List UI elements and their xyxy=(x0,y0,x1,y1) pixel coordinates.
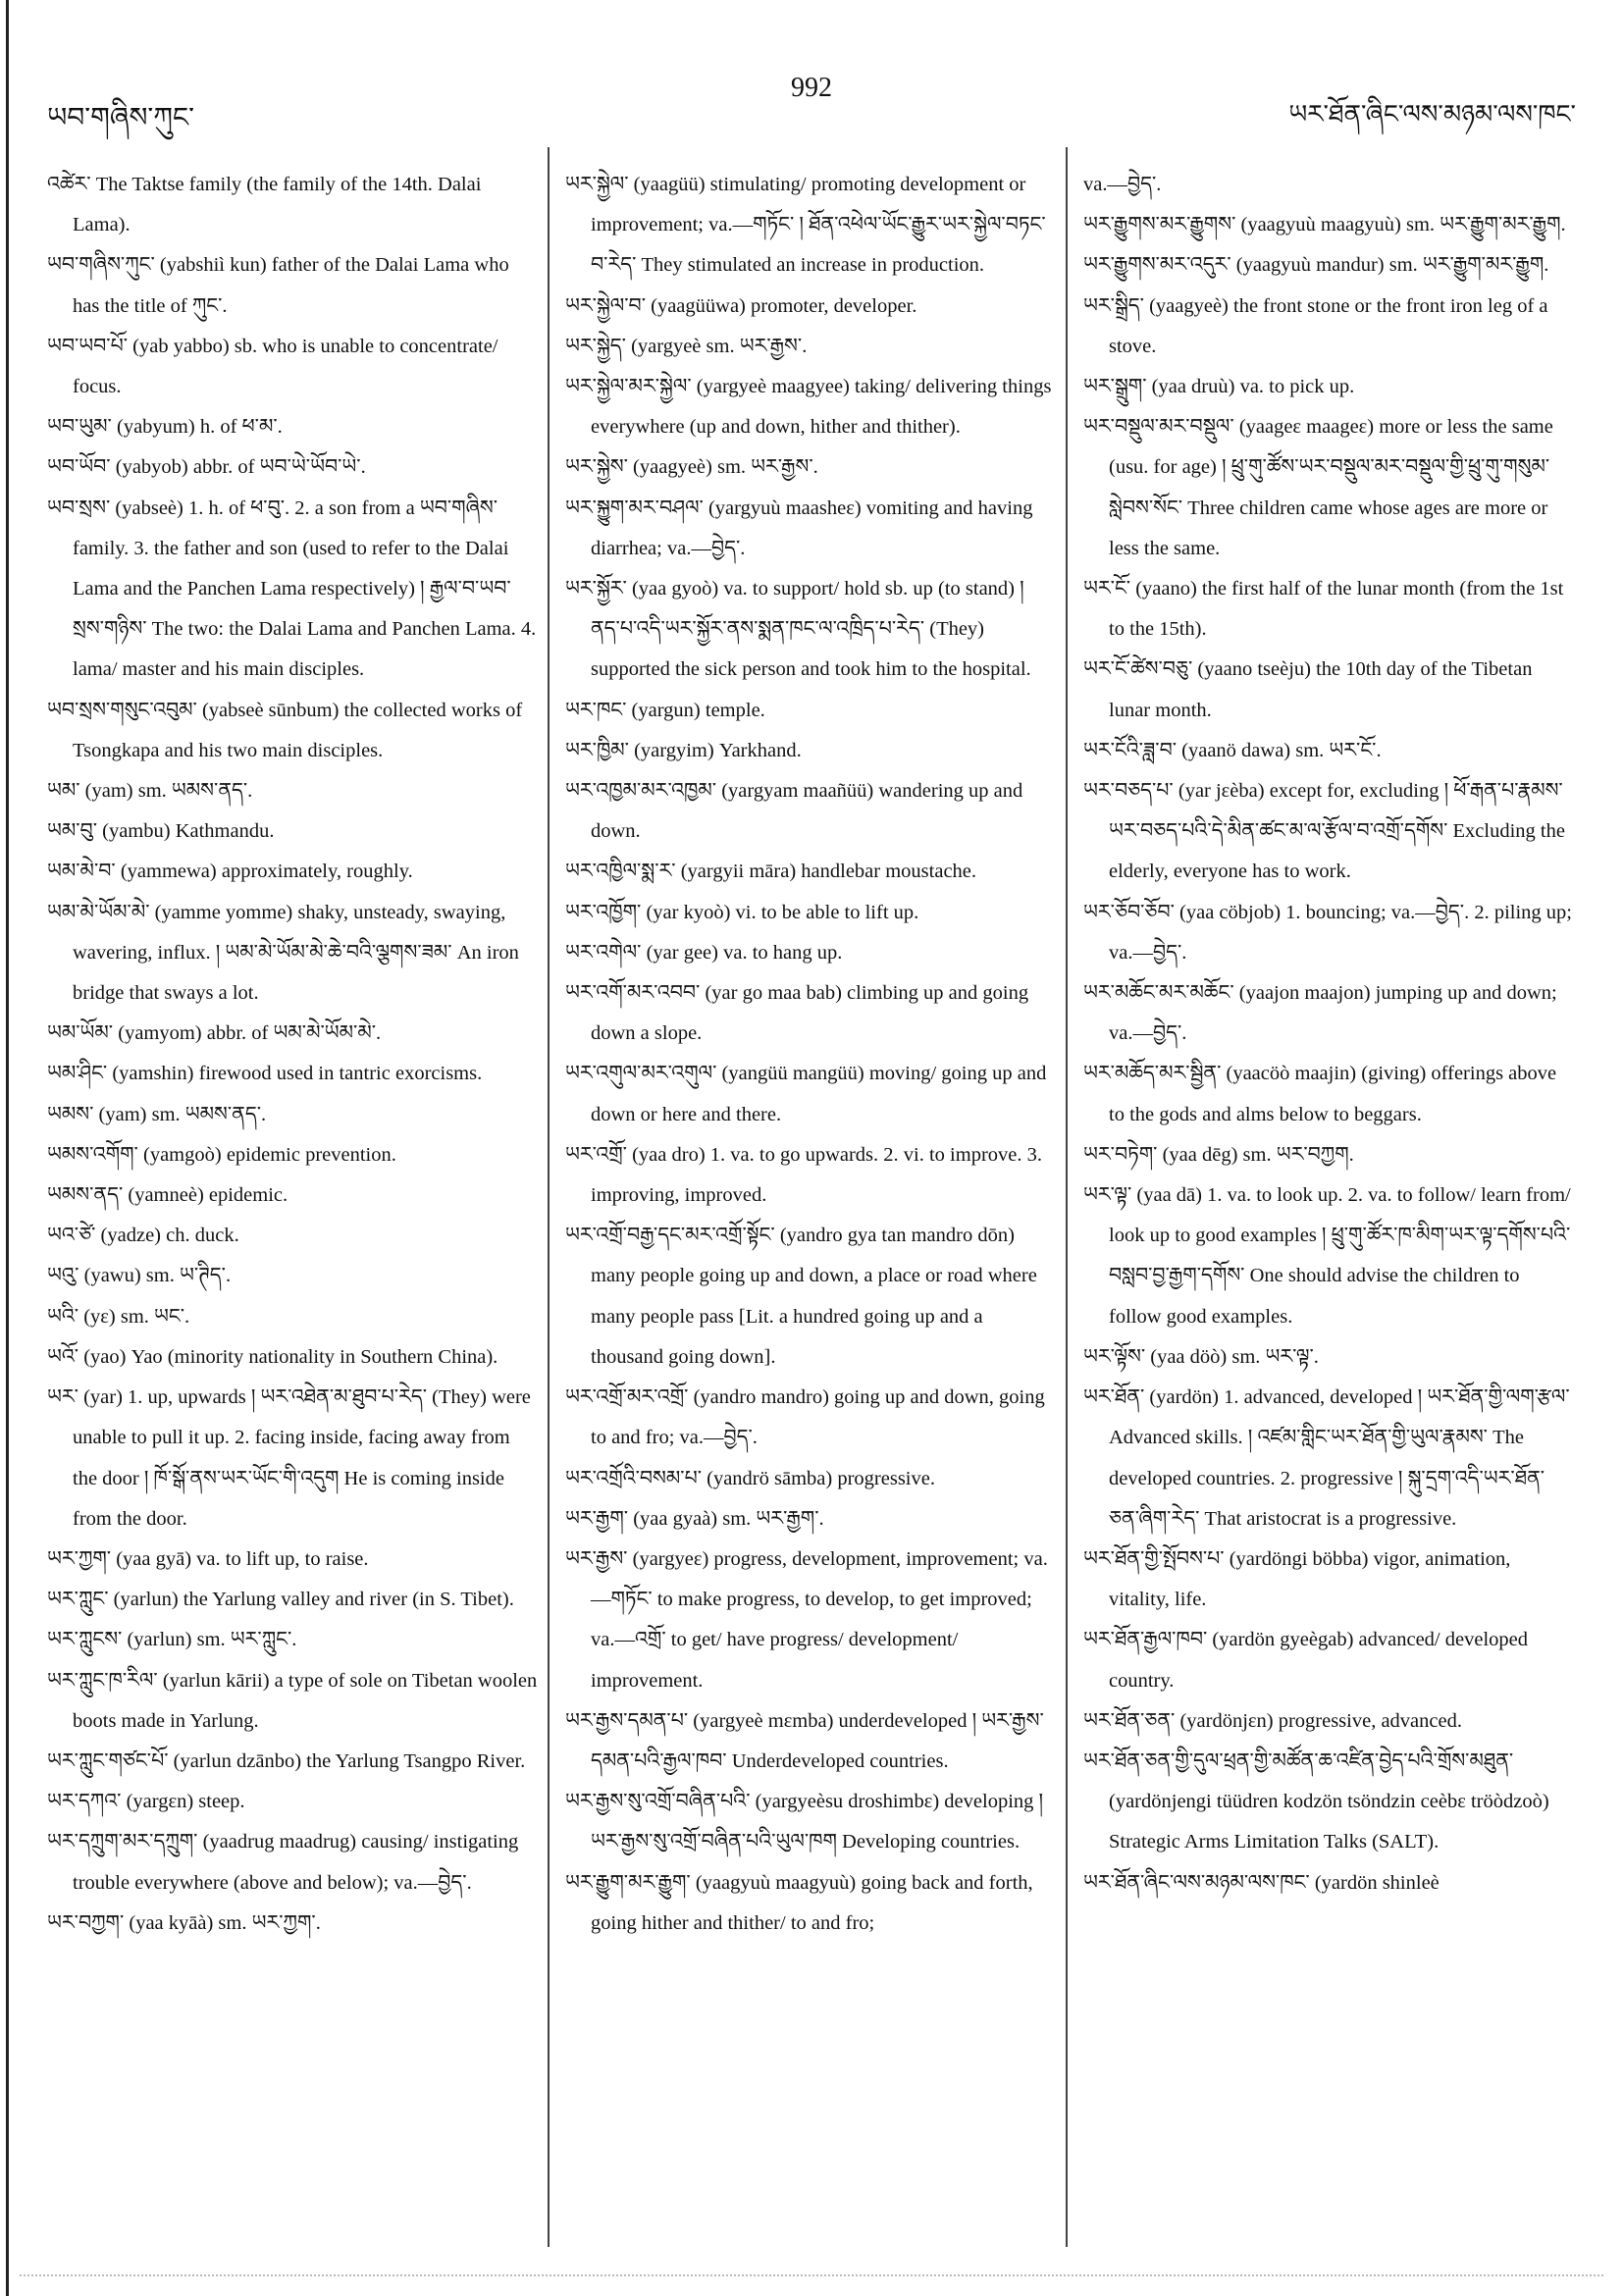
dictionary-entry: ཡར་ཐོན་གྱི་སྤོབས་པ་ (yardöngi böbba) vigor, animation, vitality, life. xyxy=(1083,1547,1511,1611)
column-2 xyxy=(565,165,1056,1944)
dictionary-entry: ཡར་བཅད་པ་ (yar jεèba) except for, excluding ། ཕོ་རྒན་པ་རྣམས་ཡར་བཅད་པའི་དེ་མིན་ཚང་མ་ལ་རྩོལ་བ་འགྲོ་དགོས་ Excluding the elderly, everyone has to work. xyxy=(1083,780,1565,883)
dictionary-entry: ཡར་ཐོན་རྒྱལ་ཁབ་ (yardön gyeègab) advanced/ developed country. xyxy=(1083,1629,1528,1692)
dictionary-entry: ཡབ་སྲས་ (yabseè) 1. h. of ཕ་བུ་. 2. a son from a ཡབ་གཞིས་ family. 3. the father and son (used to refer to the Dalai Lama and the Panchen Lama respectively) ། རྒྱལ་བ་ཡབ་སྲས་གཉིས་ The two: the Dalai Lama and Panchen Lama. 4. lama/ master and his main disciples. xyxy=(47,496,537,681)
dictionary-entry: ཡར་ཐོན་ཅན་གྱི་དུལ་ཕྲན་གྱི་མཚོན་ཆ་འཛིན་བྱེད་པའི་གྲོས་མཐུན་ (yardönjengi tüüdren kodzön tsöndzin ceèbε tröòdzoò) Strategic Arms Limitation Talks (SALT). xyxy=(1083,1749,1549,1853)
dictionary-entry: ཡར་ལྟོས་ (yaa döò) sm. ཡར་ལྟ་. xyxy=(1083,1345,1319,1368)
dictionary-entry: ཡམ་མེ་བ་ (yammewa) approximately, roughly. xyxy=(47,861,413,883)
dictionary-entry: ཡར་ཀླུང་ཁ་རིལ་ (yarlun kārii) a type of sole on Tibetan woolen boots made in Yarlung. xyxy=(47,1669,538,1732)
dictionary-entry: ཡར་ངོ་ཚེས་བཅུ་ (yaano tseèju) the 10th day of the Tibetan lunar month. xyxy=(1083,658,1533,721)
dictionary-entry: ཡར་བཀྱག་ (yaa kyāà) sm. ཡར་ཀྱག་. xyxy=(47,1911,321,1934)
column-3 xyxy=(1083,165,1574,1904)
dictionary-entry: ཡར་འཁྱིལ་སྨ་ར་ (yargyii māra) handlebar moustache. xyxy=(565,861,977,883)
dictionary-entry: ཡར་ཐོན་ (yardön) 1. advanced, developed ། ཡར་ཐོན་གྱི་ལག་རྩལ་ Advanced skills. ། འཛམ་གླིང་ཡར་ཐོན་གྱི་ཡུལ་རྣམས་ The developed countries. 2. progressive ། སྐུ་དྲག་འདི་ཡར་ཐོན་ཅན་ཞིག་རེད་ That aristocrat is a progressive. xyxy=(1083,1386,1570,1530)
dictionary-entry: ཡར་སྐྱེལ་ (yaagüü) stimulating/ promoting development or improvement; va.—གཏོང་ ། ཐོན་འཕེལ་ཡོང་རྒྱུར་ཡར་སྐྱེལ་བཏང་བ་རེད་ They stimulated an increase in production. xyxy=(565,174,1046,277)
binding-edge-line xyxy=(6,0,9,2296)
dictionary-entry: ཡབ་ཡུམ་ (yabyum) h. of ཕ་མ་. xyxy=(47,416,283,439)
header-right-guideword: ཡར་ཐོན་ཞིང་ལས་མཉམ་ལས་ཁང་ xyxy=(1288,100,1576,130)
dictionary-entry: ཡམས་འགོག་ (yamgoò) epidemic prevention. xyxy=(47,1143,396,1166)
dictionary-entry: ཡར་རྒྱུགས་མར་འདུར་ (yaagyuù mandur) sm. ཡར་རྒྱུག་མར་རྒྱུག. xyxy=(1083,254,1549,277)
dictionary-entry: ཡར་ཐོན་ཞིང་ལས་མཉམ་ལས་ཁང་ (yardön shinleè xyxy=(1083,1871,1440,1894)
dictionary-entry: ཡར་དཀྲུག་མར་དཀྲུག་ (yaadrug maadrug) causing/ instigating trouble everywhere (above and below); va.—བྱེད་. xyxy=(47,1831,519,1894)
dictionary-entry: ཡར་རྒྱས་དམན་པ་ (yargyeè mεmba) underdeveloped ། ཡར་རྒྱས་དམན་པའི་རྒྱལ་ཁབ་ Underdeveloped countries. xyxy=(565,1709,1044,1772)
page-number: 992 xyxy=(791,73,832,103)
dictionary-entry: ཡར་རྒྱག་ (yaa gyaà) sm. ཡར་རྒྱག་. xyxy=(565,1507,824,1530)
dictionary-entry: ཡམ་བུ་ (yambu) Kathmandu. xyxy=(47,820,275,843)
dictionary-entry: ཡར་བསྡུལ་མར་བསྡུལ་ (yaageε maageε) more or less the same (usu. for age) ། ཕྲུ་གུ་ཚོས་ཡར་བསྡུལ་མར་བསྡུལ་གྱི་ཕྲུ་གུ་གསུམ་སླེབས་སོང་ Three children came whose ages are more or less the same. xyxy=(1083,416,1553,559)
dictionary-entry: ཡར་འགྲོ་བརྒྱ་དང་མར་འགྲོ་སྟོང་ (yandro gya tan mandro dōn) many people going up and down, a place or road where many people pass [Lit. a hundred going up and a thousand going down]. xyxy=(565,1225,1037,1368)
dictionary-entry: ཡམ་ཤིང་ (yamshin) firewood used in tantric exorcisms. xyxy=(47,1063,483,1085)
dictionary-entry: ཡར་འགུལ་མར་འགུལ་ (yangüü mangüü) moving/ going up and down or here and there. xyxy=(565,1063,1047,1125)
dictionary-entry: ཡར་རྒྱས་སུ་འགྲོ་བཞིན་པའི་ (yargyeèsu droshimbε) developing ། ཡར་རྒྱས་སུ་འགྲོ་བཞིན་པའི་ཡུལ་ཁག Developing countries. xyxy=(565,1791,1044,1853)
dictionary-entry: ཡར་ཀྱག་ (yaa gyā) va. to lift up, to raise. xyxy=(47,1547,369,1570)
dictionary-entry: ཡར་འཁྱམ་མར་འཁྱམ་ (yargyam maañüü) wandering up and down. xyxy=(565,780,1023,843)
dictionary-entry: འཚེར་ The Taktse family (the family of the 14th. Dalai Lama). xyxy=(47,174,482,236)
dictionary-entry: va.—བྱེད་. xyxy=(1083,174,1162,195)
bottom-scan-edge xyxy=(20,2274,1603,2278)
dictionary-entry: ཡབ་ཡོབ་ (yabyob) abbr. of ཡབ་ཡེ་ཡོབ་ཡེ་. xyxy=(47,456,366,479)
dictionary-entry: ཡམ་ཡོམ་ (yamyom) abbr. of ཡམ་མེ་ཡོམ་མེ་. xyxy=(47,1022,382,1045)
dictionary-entry: ཡར་ངོའི་ཟླ་བ་ (yaanö dawa) sm. ཡར་ངོ་. xyxy=(1083,739,1382,761)
dictionary-entry: ཡར་སྒྲུག་ (yaa druù) va. to pick up. xyxy=(1083,376,1355,398)
dictionary-entry: ཡར་ལྟ་ (yaa dā) 1. va. to look up. 2. va. to follow/ learn from/ look up to good examples ། ཕྲུ་གུ་ཚོར་ཁ་མིག་ཡར་ལྟ་དགོས་པའི་བསླབ་བྱ་རྒྱག་དགོས་ One should advise the children to follow good examples. xyxy=(1083,1184,1571,1328)
dictionary-entry: ཡར་དཀའ་ (yargεn) steep. xyxy=(47,1791,245,1813)
dictionary-entry: ཡར་ཁྱིམ་ (yargyim) Yarkhand. xyxy=(565,739,802,761)
dictionary-entry: ཡར་འགྲོ་མར་འགྲོ་ (yandro mandro) going up and down, going to and fro; va.—བྱེད་. xyxy=(565,1386,1045,1449)
dictionary-entry: ཡར་འགྲོ་ (yaa dro) 1. va. to go upwards. 2. vi. to improve. 3. improving, improved. xyxy=(565,1143,1042,1207)
dictionary-entry: ཡར་སྐྱོར་ (yaa gyoò) va. to support/ hold sb. up (to stand) ། ནད་པ་འདི་ཡར་སྐྱོར་ནས་སྨན་ཁང་ལ་འཁྲིད་པ་རེད་ (They) supported the sick person and took him to the hospital. xyxy=(565,578,1031,681)
dictionary-entry: ཡར་འགྲོའི་བསམ་པ་ (yandrö sāmba) progressive. xyxy=(565,1467,935,1489)
dictionary-entry: ཡར་ཁང་ (yargun) temple. xyxy=(565,699,765,721)
column-1 xyxy=(47,165,538,1944)
dictionary-entry: ཡར་འགོ་མར་འབབ་ (yar go maa bab) climbing up and going down a slope. xyxy=(565,982,1029,1045)
dictionary-entry: ཡའ་ཙེ་ (yadze) ch. duck. xyxy=(47,1225,239,1247)
dictionary-entry: ཡར་ཀླུང་ (yarlun) the Yarlung valley and river (in S. Tibet). xyxy=(47,1589,514,1611)
dictionary-entry: ཡར་སྐྱེད་ (yargyeè sm. ཡར་རྒྱས་. xyxy=(565,335,808,357)
header-left-guideword: ཡབ་གཞིས་ཀུང་ xyxy=(47,101,194,133)
dictionary-entry: ཡར་རྒྱས་ (yargyeε) progress, development, improvement; va.—གཏོང་ to make progress, to develop, to get improved; va.—འགྲོ་ to get/ have progress/ development/ improvement. xyxy=(565,1547,1048,1692)
dictionary-entry: ཡམ་ (yam) sm. ཡམས་ནད་. xyxy=(47,780,253,803)
dictionary-entry: ཡར་འཁྱོག་ (yar kyoò) vi. to be able to lift up. xyxy=(565,901,919,923)
dictionary-entry: ཡར་སྒྲིད་ (yaagyeè) the front stone or the front iron leg of a stove. xyxy=(1083,294,1548,357)
dictionary-entry: ཡར་འགེལ་ (yar gee) va. to hang up. xyxy=(565,941,843,964)
dictionary-entry: ཡར་རྒྱུག་མར་རྒྱུག་ (yaagyuù maagyuù) going back and forth, going hither and thither/ to and fro; xyxy=(565,1871,1033,1934)
dictionary-entry: ཡའོ་ (yao) Yao (minority nationality in Southern China). xyxy=(47,1345,498,1368)
dictionary-entry: ཡམ་མེ་ཡོམ་མེ་ (yamme yomme) shaky, unsteady, swaying, wavering, influx. ། ཡམ་མེ་ཡོམ་མེ་ཆེ་བའི་ལྕགས་ཟམ་ An iron bridge that sways a lot. xyxy=(47,901,519,1005)
dictionary-entry: ཡར་སྐྱུག་མར་བཤལ་ (yargyuù maasheε) vomiting and having diarrhea; va.—བྱེད་. xyxy=(565,496,1033,559)
dictionary-entry: ཡབ་གཞིས་ཀུང་ (yabshiì kun) father of the Dalai Lama who has the title of ཀུང་. xyxy=(47,254,509,317)
dictionary-entry: ཡར་ (yar) 1. up, upwards ། ཡར་འཐེན་མ་ཐུབ་པ་རེད་ (They) were unable to pull it up. 2. facing inside, facing away from the door ། ཁོ་སྒོ་ནས་ཡར་ཡོང་གི་འདུག He is coming inside from the door. xyxy=(47,1386,531,1530)
dictionary-entry: ཡབ་ཡབ་པོ་ (yab yabbo) sb. who is unable to concentrate/ focus. xyxy=(47,335,498,398)
dictionary-entry: ཡར་སྐྱེལ་མར་སྐྱེལ་ (yargyeè maagyee) taking/ delivering things everywhere (up and down, hither and thither). xyxy=(565,376,1052,439)
dictionary-entry: ཡབ་སྲས་གསུང་འབུམ་ (yabseè sūnbum) the collected works of Tsongkapa and his two main disciples. xyxy=(47,699,523,761)
dictionary-entry: ཡར་བཏེག་ (yaa dēg) sm. ཡར་བཀྱག. xyxy=(1083,1143,1354,1166)
dictionary-entry: ཡར་ཅོབ་ཅོབ་ (yaa cöbjob) 1. bouncing; va.—བྱེད་. 2. piling up; va.—བྱེད་. xyxy=(1083,901,1572,964)
dictionary-entry: ཡམས་ (yam) sm. ཡམས་ནད་. xyxy=(47,1103,267,1125)
dictionary-entry: ཡར་ཀླུང་གཙང་པོ་ (yarlun dzānbo) the Yarlung Tsangpo River. xyxy=(47,1749,526,1772)
dictionary-entry: ཡམས་ནད་ (yamneè) epidemic. xyxy=(47,1184,288,1207)
dictionary-entry: ཡར་མཆོད་མར་སྦྱིན་ (yaacöò maajin) (giving) offerings above to the gods and alms below to beggars. xyxy=(1083,1063,1557,1125)
column-divider xyxy=(1066,147,1068,2247)
dictionary-entry: ཡར་རྒྱུགས་མར་རྒྱུགས་ (yaagyuù maagyuù) sm. ཡར་རྒྱུག་མར་རྒྱུག. xyxy=(1083,214,1566,236)
dictionary-entry: ཡའི་ (yε) sm. ཡང་. xyxy=(47,1305,190,1328)
dictionary-entry: ཡར་མཆོང་མར་མཆོང་ (yaajon maajon) jumping up and down; va.—བྱེད་. xyxy=(1083,982,1557,1045)
dictionary-entry: ཡར་སྐྱེལ་བ་ (yaagüüwa) promoter, developer. xyxy=(565,294,917,317)
dictionary-entry: ཡར་ཀླུངས་ (yarlun) sm. ཡར་ཀླུང་. xyxy=(47,1629,297,1651)
dictionary-entry: ཡར་སྐྱེས་ (yaagyeè) sm. ཡར་རྒྱས་. xyxy=(565,456,818,479)
dictionary-entry: ཡའུ་ (yawu) sm. ཡ་ཊིད་. xyxy=(47,1265,232,1287)
dictionary-entry: ཡར་ཐོན་ཅན་ (yardönjεn) progressive, advanced. xyxy=(1083,1709,1462,1732)
dictionary-entry: ཡར་ངོ་ (yaano) the first half of the lunar month (from the 1st to the 15th). xyxy=(1083,578,1564,641)
column-divider xyxy=(548,147,550,2247)
